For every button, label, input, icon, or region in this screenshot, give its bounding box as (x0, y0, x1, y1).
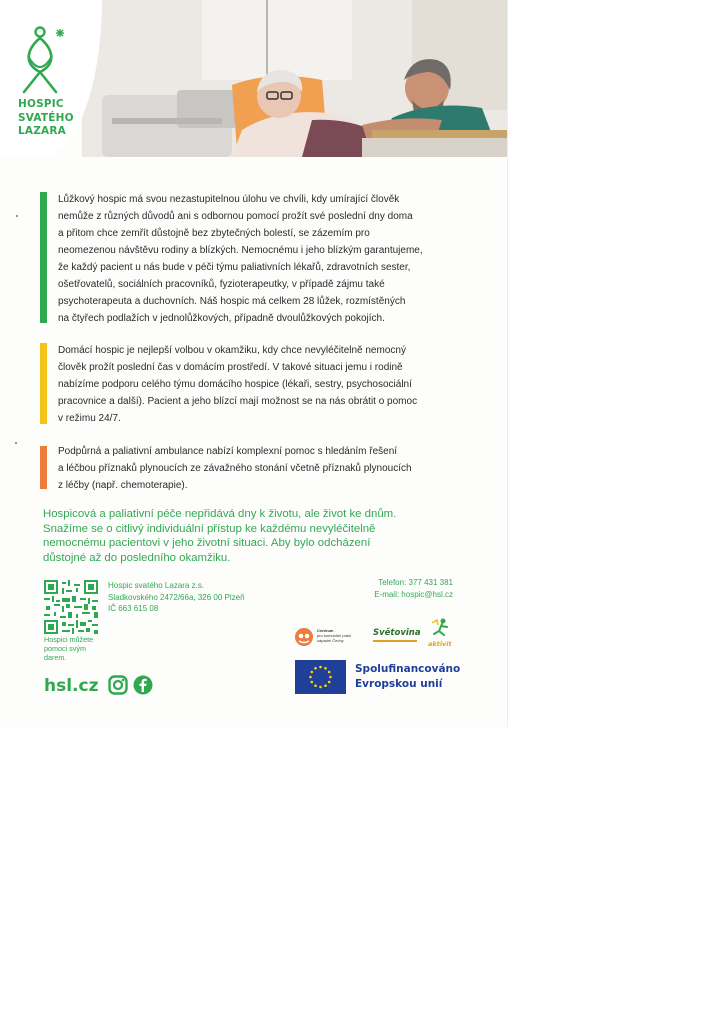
text-line: z léčby (např. chemoterapie). (58, 480, 188, 491)
text-line: pracovnice a další). Pacient a jeho blízcí mají možnost se na nás obrátit o pomoc (58, 396, 418, 407)
contact-info (340, 577, 453, 600)
scan-speck (15, 442, 17, 444)
org-name: Hospic svatého Lazara z.s. (108, 581, 205, 590)
quote-line: důstojné až do posledního okamžiku. (43, 551, 231, 564)
centrum-line: Centrum (317, 628, 334, 633)
quote-line: nemocnému pacientovi v jeho životní situaci. Aby bylo odcházení (43, 537, 371, 550)
section-text (58, 342, 417, 427)
section-accent-bar (40, 192, 47, 323)
svetovina-logo: Světovina (373, 628, 421, 638)
text-line: Domácí hospic je nejlepší volbou v okamžiku, kdy chce nevyléčitelně nemocný (58, 345, 406, 356)
text-line: a přitom chce zemřít důstojně bez zbytečných bolestí, se zázemím pro (58, 228, 370, 239)
leaflet-page (0, 0, 507, 727)
centrum-line: západní Čechy (317, 638, 344, 643)
aktivit-logo-text: aktivit (428, 640, 452, 648)
text-line: nemůže z různých důvodů ani s odbornou pomocí prožít své poslední dny doma (58, 211, 413, 222)
instagram-icon[interactable] (108, 675, 128, 695)
logo-line-1: HOSPIC (18, 98, 64, 110)
eu-funding-text (355, 662, 460, 691)
section-accent-bar (40, 446, 47, 489)
facebook-icon[interactable] (133, 675, 153, 695)
text-line: Podpůrná a paliativní ambulance nabízí komplexní pomoc s hledáním řešení (58, 446, 398, 457)
company-id: IČ 663 615 08 (108, 604, 159, 613)
logo-line-3: LAZARA (18, 125, 66, 137)
centrum-logo-icon (294, 627, 314, 647)
donation-qr-code[interactable] (44, 580, 98, 634)
logo-line-2: SVATÉHO (18, 111, 74, 124)
hospice-logo-icon (18, 26, 70, 94)
scan-speck (16, 215, 18, 217)
text-line: v režimu 24/7. (58, 413, 121, 424)
quote-line: Snažíme se o citlivý individuální přístup ke každému nevyléčitelně (43, 522, 376, 535)
centrum-logo-text (317, 628, 351, 643)
street-address: Sladkovského 2472/66a, 326 00 Plzeň (108, 592, 245, 602)
section-text (58, 443, 412, 494)
section-text (58, 191, 423, 327)
eu-stars-icon (295, 660, 346, 694)
website-link[interactable]: hsl.cz (44, 676, 99, 696)
text-line: ošetřovatelů, sociálních pracovníků, fyzioterapeutky, v případě zájmu také (58, 279, 385, 290)
text-line: člověk prožít poslední čas v domácím prostředí. V takové situaci jemu i rodině (58, 362, 403, 373)
mission-quote (43, 507, 396, 565)
qr-caption-line: pomoci svým (44, 643, 86, 653)
eu-line: Evropskou unií (355, 677, 443, 690)
text-line: neomezenou návštěvu rodiny a blízkých. Nemocnému i jeho blízkým garantujeme, (58, 245, 423, 256)
phone-number[interactable]: Telefon: 377 431 381 (378, 578, 453, 587)
centrum-line: pro komunitní práci (317, 633, 352, 638)
logo-wordmark (18, 98, 74, 139)
organization-address (108, 580, 245, 615)
svetovina-underline (373, 640, 417, 642)
eu-flag (295, 660, 346, 694)
text-line: Lůžkový hospic má svou nezastupitelnou úlohu ve chvíli, kdy umírající člověk (58, 194, 400, 205)
qr-caption-line: darem. (44, 652, 67, 662)
qr-caption (44, 636, 93, 662)
section-accent-bar (40, 343, 47, 424)
text-line: že každý pacient u nás bude v péči týmu paliativních lékařů, zdravotních sester, (58, 262, 411, 273)
qr-caption-line: Hospici můžete (44, 635, 94, 644)
header-photo (82, 0, 507, 157)
text-line: na čtyřech podlažích v jednolůžkových, případně dvoulůžkových pokojích. (58, 313, 385, 324)
hospice-care-photo (82, 0, 507, 157)
email-address[interactable]: E-mail: hospic@hsl.cz (374, 589, 453, 599)
eu-line: Spolufinancováno (355, 663, 461, 675)
text-line: psychoterapeuta a duchovních. Náš hospic má celkem 28 lůžek, rozmístěných (58, 296, 406, 307)
text-line: nabízíme podporu celého týmu domácího hospice (lékaři, sestry, psychosociální (58, 379, 412, 390)
quote-line: Hospicová a paliativní péče nepřidává dny k životu, ale život ke dnům. (43, 508, 397, 520)
text-line: a léčbou příznaků plynoucích ze závažného stonání včetně příznaků plynoucích (58, 463, 412, 474)
